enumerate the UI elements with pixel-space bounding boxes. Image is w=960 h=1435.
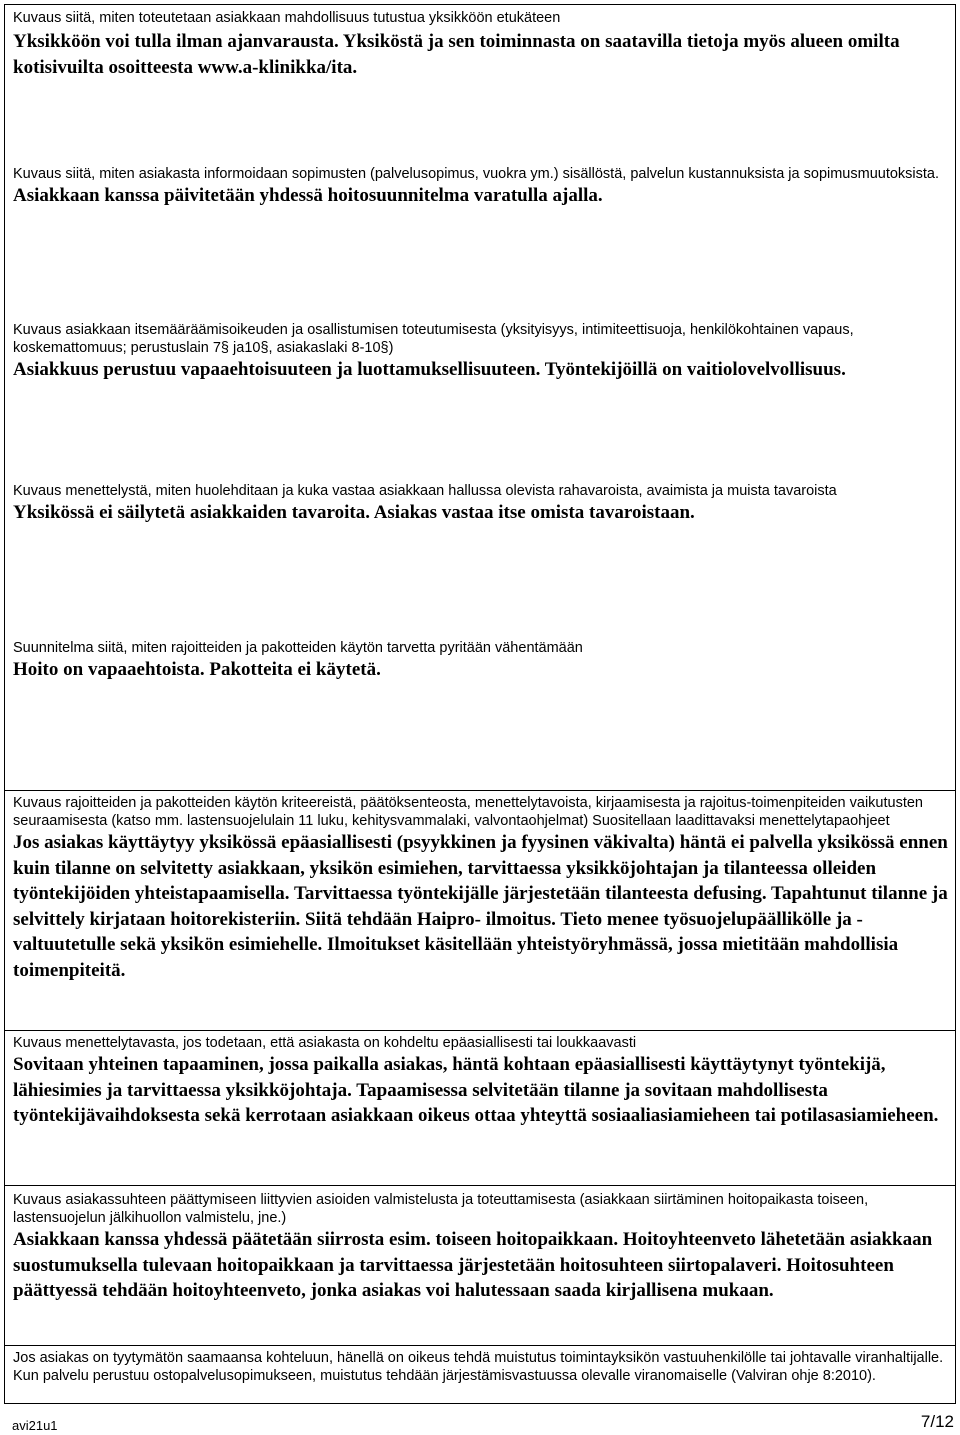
section-label: Kuvaus menettelytavasta, jos todetaan, että asiakasta on kohdeltu epäasiallisesti tai loukkaavasti [13, 1035, 637, 1051]
section-introduction [4, 6, 956, 80]
section-answer: Asiakkuus perustuu vapaaehtoisuuteen ja luottamuksellisuuteen. Työntekijöillä on vaitiolovelvollisuus. [13, 359, 846, 380]
section-belongings [4, 479, 956, 526]
section-complaint-notice [4, 1345, 956, 1404]
section-answer: Jos asiakas käyttäytyy yksikössä epäasiallisesti (psyykkinen ja fyysinen väkivalta) häntä ei palvella yksikössä ennen kuin tilanne on selvitetty asiakkaan, yksikön esimiehen, tarvittaessa yksikköjohtajan ja tilanteessa olleiden työntekijöiden yhteistapaamisella. Tarvittaessa työntekijälle järjestetään tilanteesta defusing. Tapahtunut tilanne ja selvittely kirjataan hoitorekisteriin. Siitä tehdään Haipro- ilmoitus. Tieto menee työsuojelupäällikölle ja -valtuutetulle sekä yksikön esimiehelle. Ilmoitukset käsitellään yhteistyöryhmässä, jossa mietitään mahdollisia toimenpiteitä. [13, 832, 948, 981]
page-number: 7/12 [920, 1412, 954, 1431]
section-answer: Hoito on vapaaehtoista. Pakotteita ei käytetä. [13, 659, 381, 680]
section-label: Kuvaus asiakassuhteen päättymiseen liittyvien asioiden valmistelusta ja toteuttamisesta (asiakkaan siirtäminen hoitopaikasta toiseen, lastensuojelun jälkihuollon valmistelu, jne.) [13, 1192, 869, 1226]
section-answer: Asiakkaan kanssa päivitetään yhdessä hoitosuunnitelma varatulla ajalla. [13, 185, 603, 206]
section-contract-information [4, 162, 956, 209]
section-label: Kuvaus siitä, miten asiakasta informoidaan sopimusten (palvelusopimus, vuokra ym.) sisällöstä, palvelun kustannuksista ja sopimusmuutoksista. [13, 166, 940, 182]
section-label: Kuvaus menettelystä, miten huolehditaan ja kuka vastaa asiakkaan hallussa olevista rahavaroista, avaimista ja muista tavaroista [13, 483, 837, 499]
section-label: Jos asiakas on tyytymätön saamaansa kohteluun, hänellä on oikeus tehdä muistutus toimintayksikön vastuuhenkilölle tai johtavalle viranhaltijalle. Kun palvelu perustuu ostopalvelusopimukseen, muistutus tehdään järjestämisvastuussa olevalle viranomaiselle (Valviran ohje 8:2010). [13, 1350, 944, 1384]
section-answer: Yksikössä ei säilytetä asiakkaiden tavaroita. Asiakas vastaa itse omista tavaroistaan. [13, 502, 695, 523]
section-client-relationship-end [4, 1185, 956, 1345]
section-answer: Asiakkaan kanssa yhdessä päätetään siirrosta esim. toiseen hoitopaikkaan. Hoitoyhteenveto lähetetään asiakkaan suostumuksella tulevaan hoitopaikkaan ja tarvittaessa järjestetään hoitosuhteen siirtopalaveri. Hoitosuhteen päättyessä tehdään hoitoyhteenveto, jonka asiakas voi halutessaan saada kirjallisena mukaan. [13, 1229, 933, 1301]
section-label: Kuvaus asiakkaan itsemääräämisoikeuden ja osallistumisen toteutumisesta (yksityisyys, intimiteettisuoja, henkilökohtainen vapaus, koskemattomuus; perustuslain 7§ ja10§, asiakaslaki 8-10§) [13, 322, 854, 356]
section-self-determination [4, 318, 956, 383]
section-label: Kuvaus rajoitteiden ja pakotteiden käytön kriteereistä, päätöksenteosta, menettelytavoista, kirjaamisesta ja rajoitus-toimenpiteiden vaikutusten seuraamisesta (katso mm. lastensuojelulain 11 luku, kehitysvammalaki, valvontaohjelmat) Suositellaan laadittavaksi menettelytapaohjeet [13, 795, 923, 829]
section-answer: Sovitaan yhteinen tapaaminen, jossa paikalla asiakas, häntä kohtaan epäasiallisesti käyttäytynyt työntekijä, lähiesimies ja tarvittaessa yksikköjohtaja. Tapaamisessa selvitetään tilanne ja sovitaan mahdollisesta työntekijävaihdoksesta sekä kerrotaan asiakkaan oikeus ottaa yhteyttä sosiaaliasiamieheen tai potilasasiamieheen. [13, 1054, 939, 1126]
document-id: avi21u1 [12, 1418, 58, 1433]
section-label: Suunnitelma siitä, miten rajoitteiden ja pakotteiden käytön tarvetta pyritään vähentämään [13, 640, 583, 656]
section-mistreatment-procedure [4, 1030, 956, 1185]
section-restriction-criteria [4, 790, 956, 1030]
section-restriction-reduction [4, 636, 956, 683]
section-label: Kuvaus siitä, miten toteutetaan asiakkaan mahdollisuus tutustua yksikköön etukäteen [13, 10, 561, 26]
section-answer: Yksikköön voi tulla ilman ajanvarausta. Yksiköstä ja sen toiminnasta on saatavilla tietoja myös alueen omilta kotisivuilta osoitteesta www.a-klinikka/ita. [13, 31, 900, 78]
